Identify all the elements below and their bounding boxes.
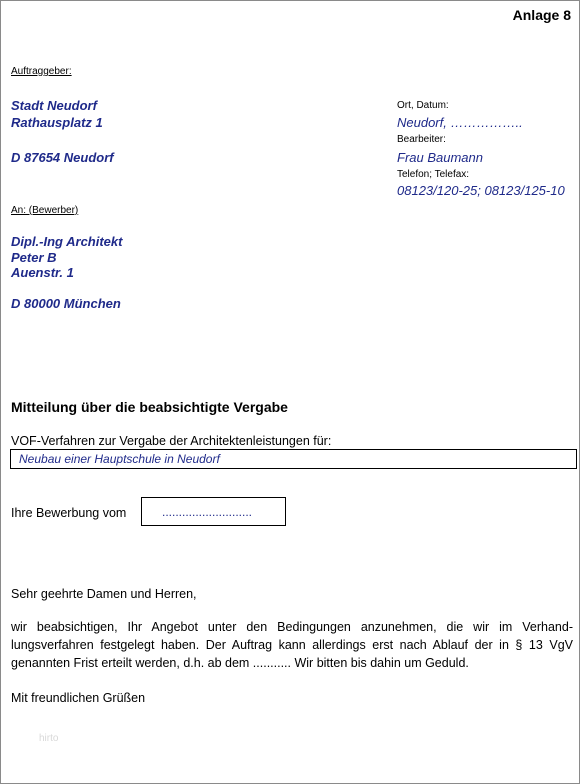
application-date: ........................... — [162, 505, 253, 519]
annex-label: Anlage 8 — [512, 7, 571, 23]
letter-title: Mitteilung über die beabsichtigte Vergabe — [11, 399, 288, 415]
paragraph-line-3: genannten Frist erteilt werden, d.h. ab dem ........... Wir bitten bis dahin um Geduld. — [11, 656, 469, 670]
paragraph-line-2: lungsverfahren festgelegt haben. Der Auftrag kann allerdings erst nach Ablauf der in § 13 VgV — [11, 638, 573, 652]
application-date-box — [141, 497, 286, 526]
client-street: Rathausplatz 1 — [11, 115, 103, 130]
recipient-label: An: (Bewerber) — [11, 205, 79, 216]
project-box — [10, 449, 577, 469]
phone-value: 08123/120-25; 08123/125-10 — [397, 183, 565, 198]
salutation: Sehr geehrte Damen und Herren, — [11, 587, 197, 601]
paragraph-line-1: wir beabsichtigen, Ihr Angebot unter den Bedingungen anzunehmen, die wir im Verhand- — [11, 620, 573, 634]
client-label: Auftraggeber: — [11, 66, 72, 77]
recipient-title: Dipl.-Ing Architekt — [11, 234, 123, 249]
closing: Mit freundlichen Grüßen — [11, 691, 146, 705]
project-name: Neubau einer Hauptschule in Neudorf — [19, 452, 220, 466]
faded-text: hirto — [39, 733, 59, 744]
place-date-value: Neudorf, …………….. — [397, 115, 523, 130]
client-name: Stadt Neudorf — [11, 98, 97, 113]
recipient-name: Peter B — [11, 250, 57, 265]
clerk-label: Bearbeiter: — [397, 134, 446, 145]
phone-label: Telefon; Telefax: — [397, 169, 470, 180]
recipient-city: D 80000 München — [11, 296, 121, 311]
body-paragraph — [11, 618, 573, 672]
client-city: D 87654 Neudorf — [11, 150, 114, 165]
recipient-street: Auenstr. 1 — [11, 265, 74, 280]
place-date-label: Ort, Datum: — [397, 100, 449, 111]
application-label: Ihre Bewerbung vom — [11, 506, 127, 520]
clerk-value: Frau Baumann — [397, 150, 483, 165]
procedure-label: VOF-Verfahren zur Vergabe der Architektenleistungen für: — [11, 434, 332, 448]
